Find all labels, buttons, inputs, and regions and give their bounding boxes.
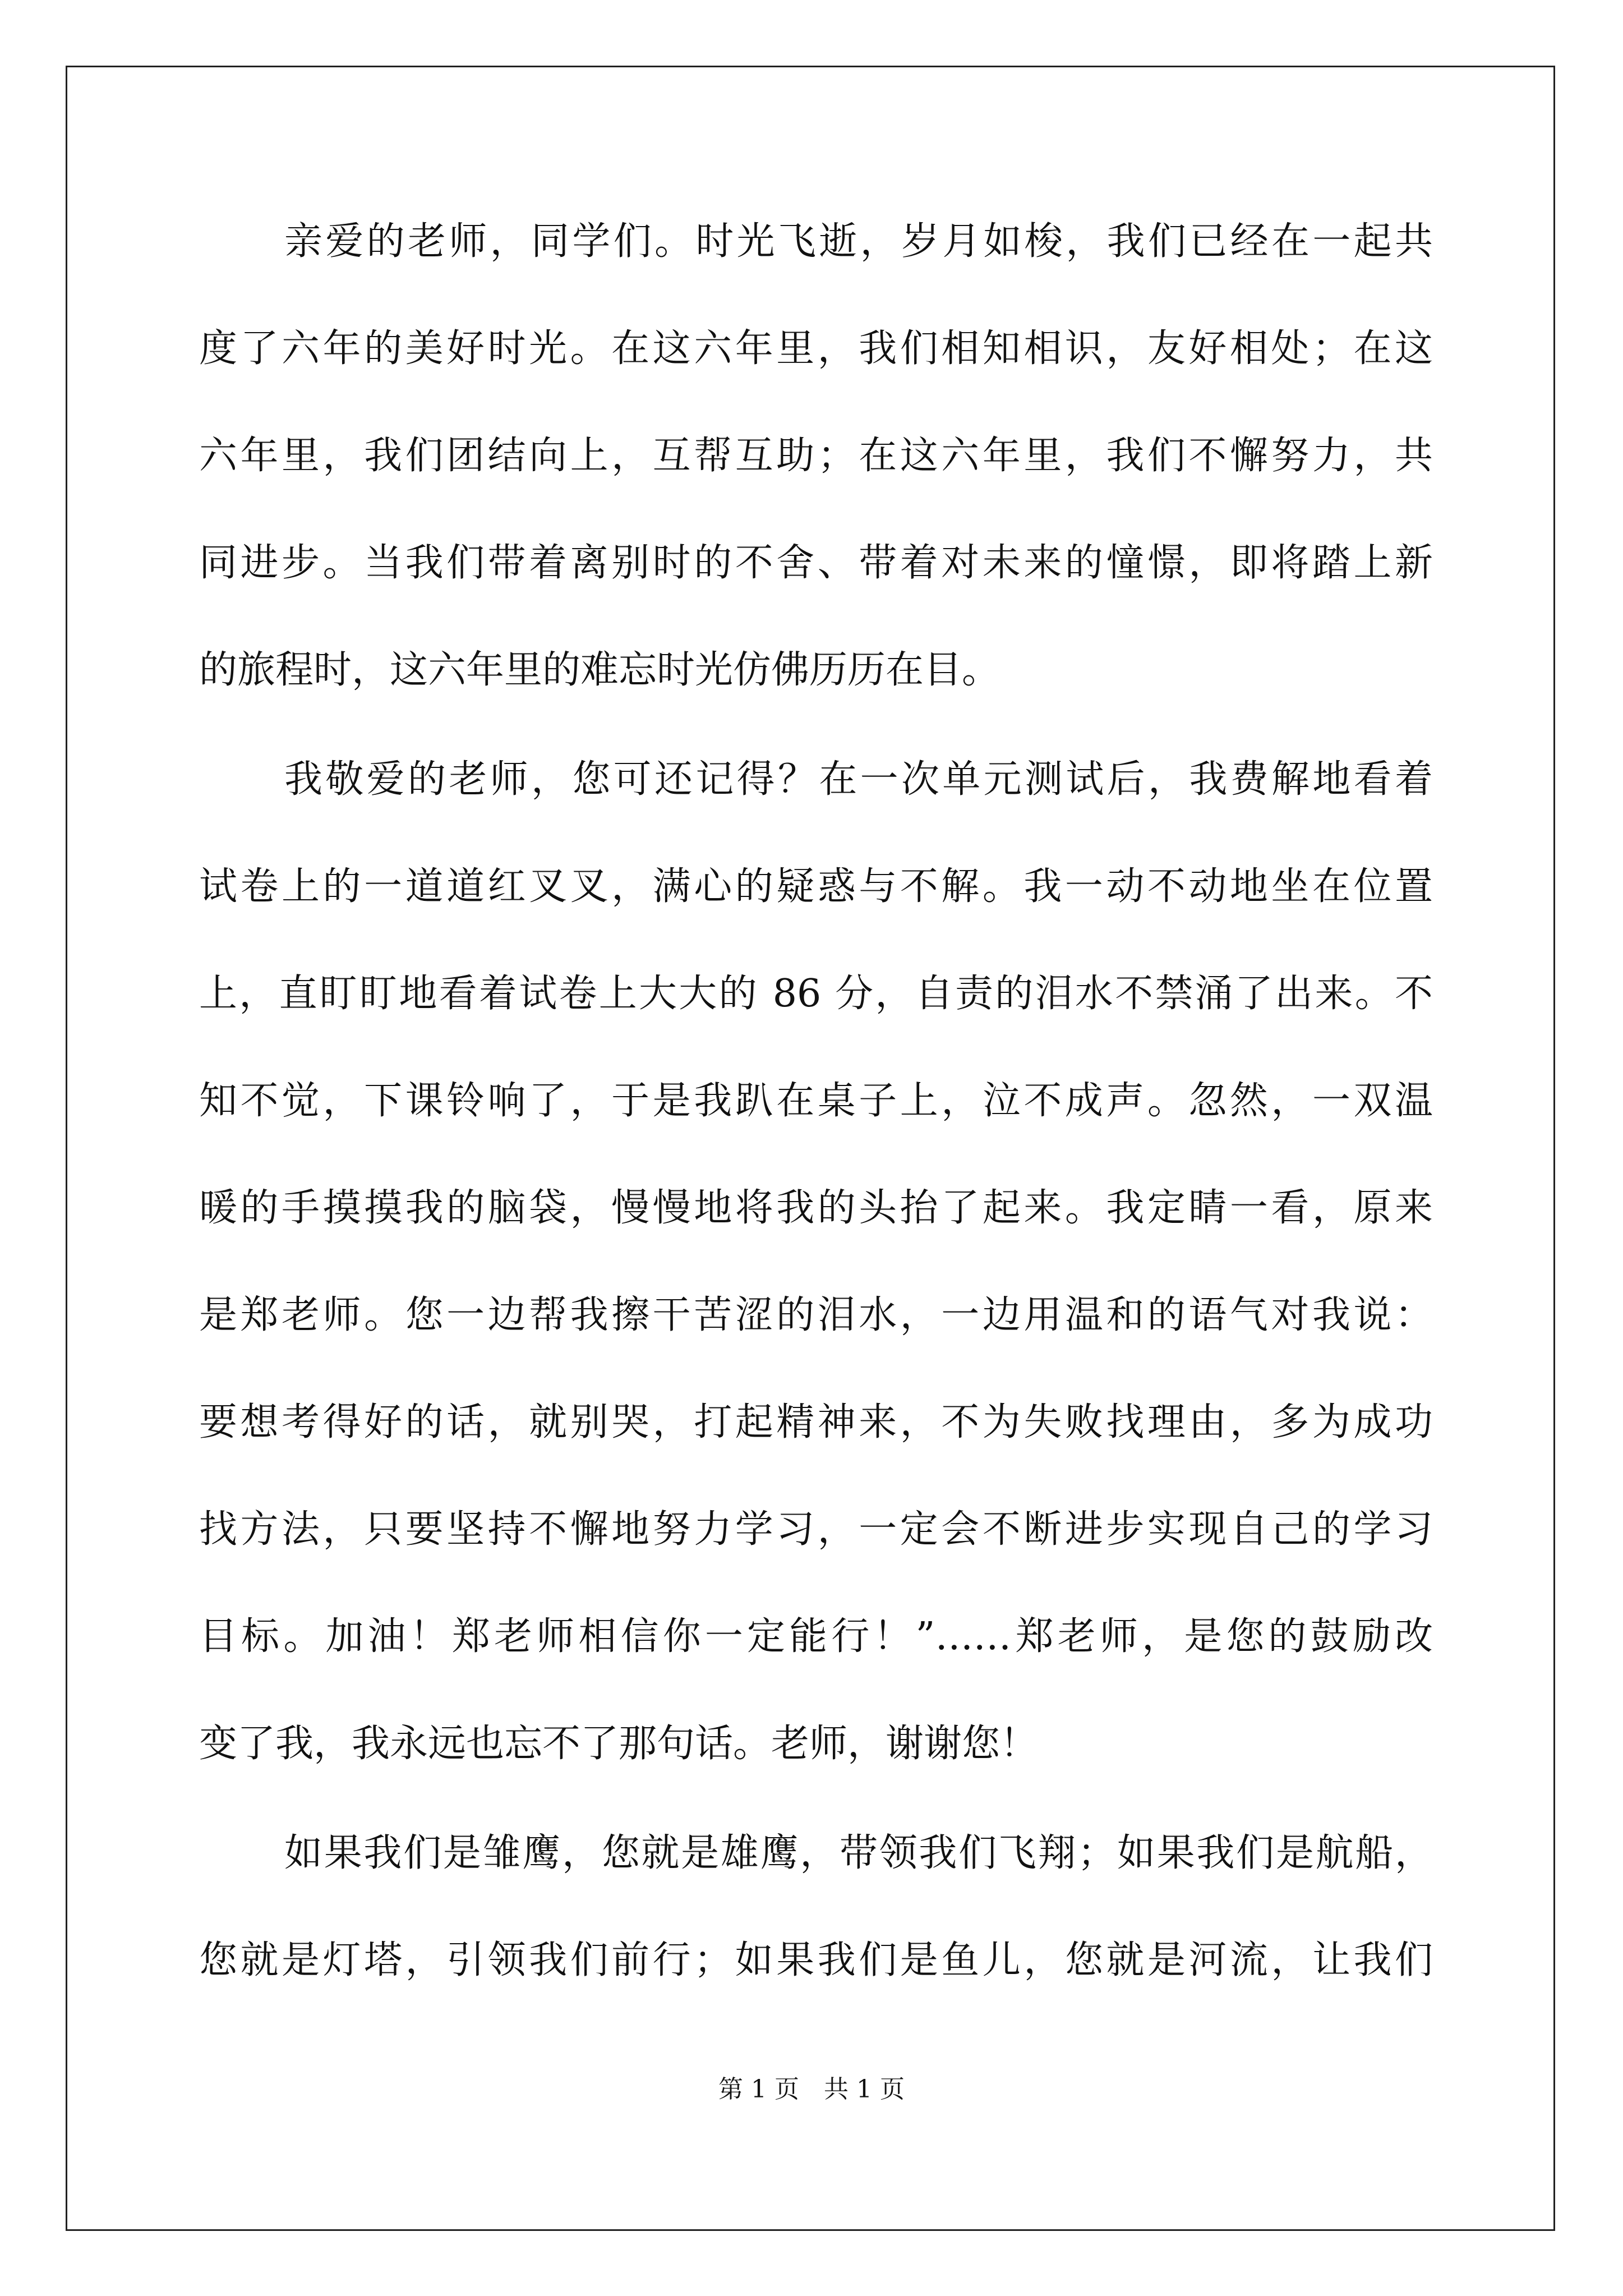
page-footer: 第 1 页 共 1 页 [718,2075,905,2104]
paragraph-1-line-3: 六年里，我们团结向上，互帮互助；在这六年里，我们不懈努力，共 [199,434,1433,478]
paragraph-2-line-9: 目标。加油！郑老师相信你一定能行！”……郑老师，是您的鼓励改 [199,1614,1433,1659]
paragraph-2-line-4: 知不觉，下课铃响了，于是我趴在桌子上，泣不成声。忽然，一双温 [199,1079,1433,1123]
paragraph-2-line-2: 试卷上的一道道红叉叉，满心的疑惑与不解。我一动不动地坐在位置 [199,864,1433,909]
paragraph-1-line-2: 度了六年的美好时光。在这六年里，我们相知相识，友好相处；在这 [199,326,1433,371]
paragraph-2-line-6: 是郑老师。您一边帮我擦干苦涩的泪水，一边用温和的语气对我说： [199,1293,1433,1337]
paragraph-2-line-3: 上，直盯盯地看着试卷上大大的 86 分，自责的泪水不禁涌了出来。不 [199,972,1433,1016]
paragraph-2-line-1: 我敬爱的老师，您可还记得？在一次单元测试后，我费解地看着 [284,757,1433,802]
paragraph-1-line-4: 同进步。当我们带着离别时的不舍、带着对未来的憧憬，即将踏上新 [199,541,1433,585]
paragraph-1-line-5: 的旅程时，这六年里的难忘时光仿佛历历在目。 [199,648,1000,692]
paragraph-2-line-7: 要想考得好的话，就别哭，打起精神来，不为失败找理由，多为成功 [199,1400,1433,1444]
paragraph-2-line-8: 找方法，只要坚持不懈地努力学习，一定会不断进步实现自己的学习 [199,1507,1433,1552]
paragraph-1-line-1: 亲爱的老师，同学们。时光飞逝，岁月如梭，我们已经在一起共 [284,219,1433,264]
paragraph-3-line-1: 如果我们是雏鹰，您就是雄鹰，带领我们飞翔；如果我们是航船， [284,1831,1433,1875]
paragraph-2-line-5: 暖的手摸摸我的脑袋，慢慢地将我的头抬了起来。我定睛一看，原来 [199,1186,1433,1230]
paragraph-3-line-2: 您就是灯塔，引领我们前行；如果我们是鱼儿，您就是河流，让我们 [199,1938,1433,1982]
paragraph-2-line-10: 变了我，我永远也忘不了那句话。老师，谢谢您！ [199,1722,1039,1766]
document-body [199,215,1433,2041]
